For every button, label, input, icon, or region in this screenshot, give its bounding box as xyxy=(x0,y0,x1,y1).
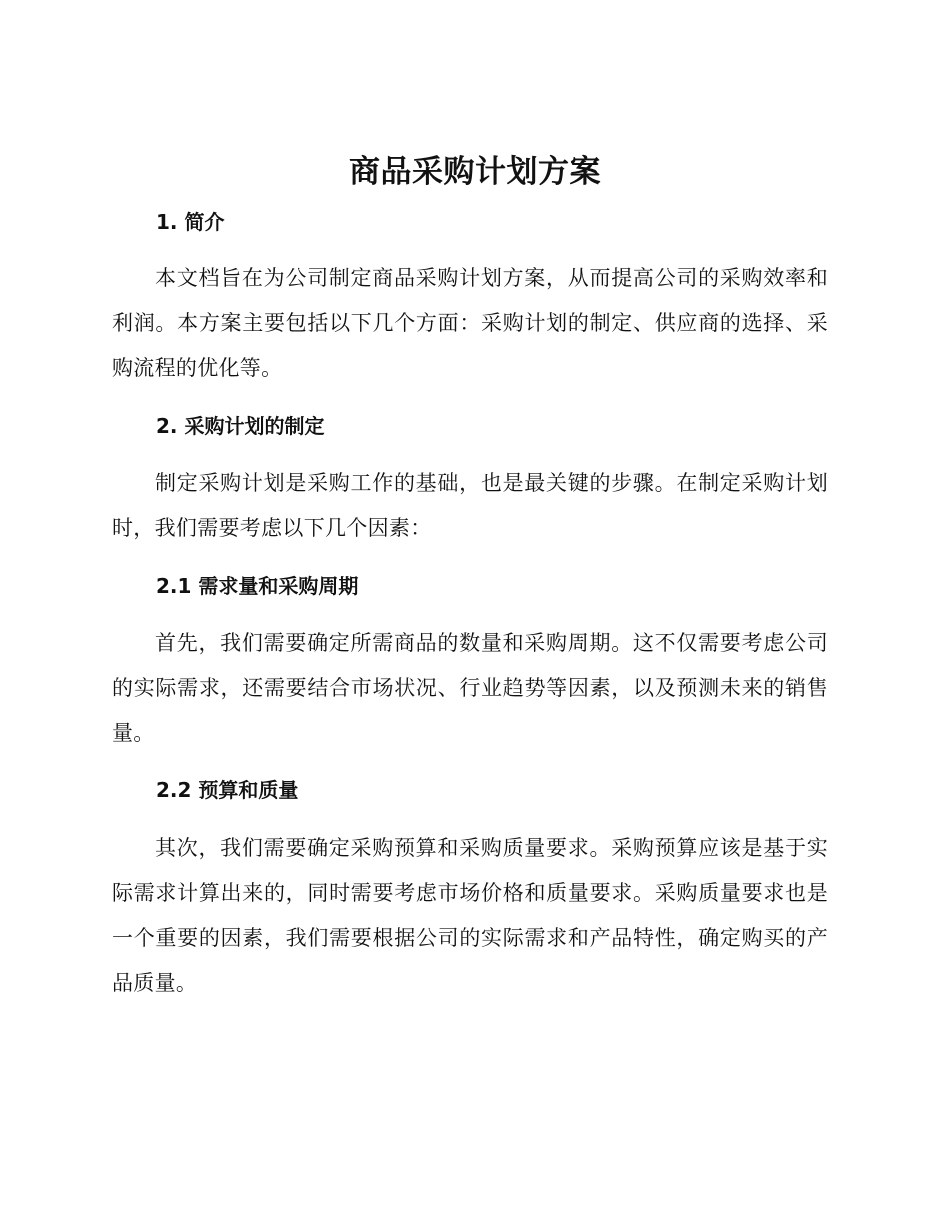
section-heading-budget: 2.2 预算和质量 xyxy=(156,778,299,802)
section-paragraph-budget: 其次，我们需要确定采购预算和采购质量要求。采购预算应该是基于实际需求计算出来的，同时需要考虑市场价格和质量要求。采购质量要求也是一个重要的因素，我们需要根据公司的实际需求和产品特性，确定购买的产品质量。 xyxy=(112,836,828,995)
section-heading-demand: 2.1 需求量和采购周期 xyxy=(156,574,359,598)
section-heading-plan: 2. 采购计划的制定 xyxy=(156,414,325,438)
section-paragraph-plan: 制定采购计划是采购工作的基础，也是最关键的步骤。在制定采购计划时，我们需要考虑以下几个因素： xyxy=(112,471,828,540)
document-title: 商品采购计划方案 xyxy=(349,154,601,190)
section-paragraph-intro: 本文档旨在为公司制定商品采购计划方案，从而提高公司的采购效率和利润。本方案主要包括以下几个方面：采购计划的制定、供应商的选择、采购流程的优化等。 xyxy=(112,266,828,380)
section-heading-intro: 1. 简介 xyxy=(156,210,225,234)
section-paragraph-demand: 首先，我们需要确定所需商品的数量和采购周期。这不仅需要考虑公司的实际需求，还需要结合市场状况、行业趋势等因素，以及预测未来的销售量。 xyxy=(112,631,828,745)
